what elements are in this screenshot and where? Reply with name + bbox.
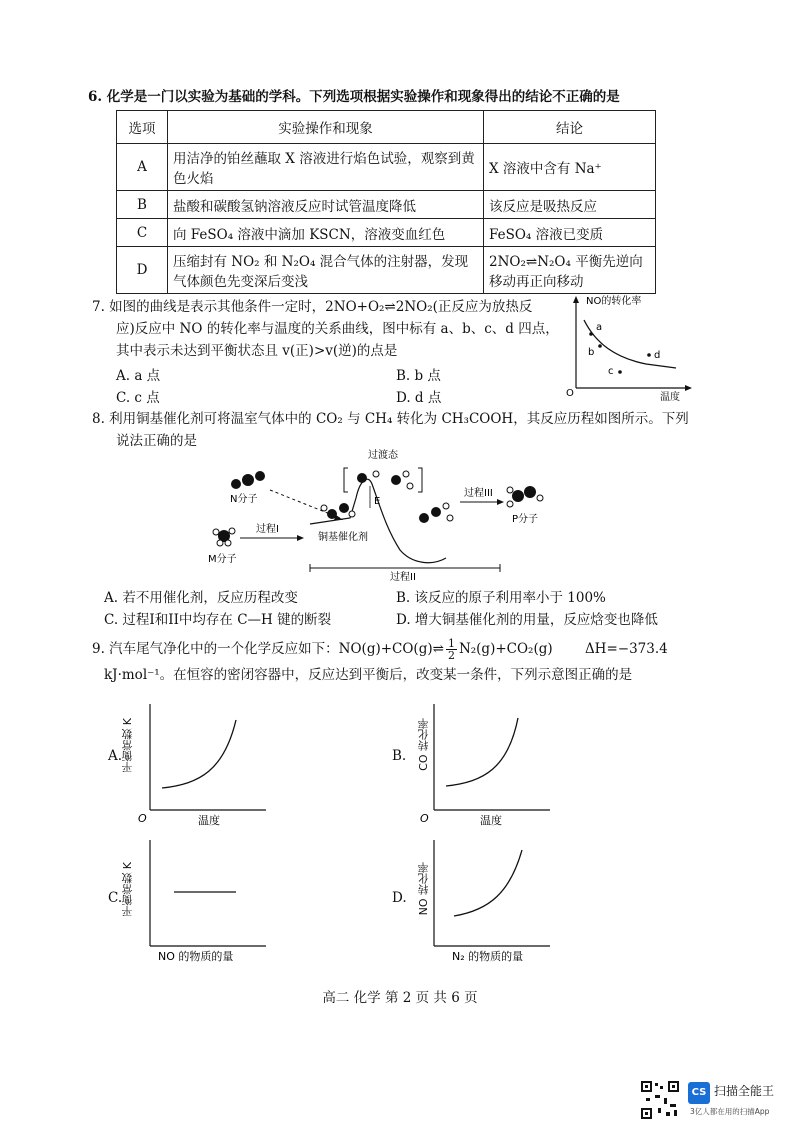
table-cell: 压缩封有 NO₂ 和 N₂O₄ 混合气体的注射器，发现气体颜色先变深后变浅 <box>168 247 484 294</box>
table-cell: 用洁净的铂丝蘸取 X 溶液进行焰色试验，观察到黄色火焰 <box>168 144 484 191</box>
q8-m-molecule: M分子 <box>208 554 237 565</box>
q9-graph-d-label: D. <box>392 890 407 906</box>
q8-catalyst: 铜基催化剂 <box>318 532 368 543</box>
q7-line1: 7. 如图的曲线是表示其他条件一定时，2NO+O₂⇌2NO₂(正反应为放热反 <box>92 299 533 315</box>
table-cell: FeSO₄ 溶液已变质 <box>484 219 656 247</box>
table-cell: C <box>117 219 168 247</box>
q9-line2: kJ·mol⁻¹。在恒容的密闭容器中，反应达到平衡后，改变某一条件，下列示意图正确的是 <box>104 667 633 683</box>
q8-option-c: C. 过程I和II中均存在 C—H 键的断裂 <box>104 612 332 628</box>
watermark-tagline: 3亿人都在用的扫描App <box>690 1107 770 1116</box>
q8-n-molecule: N分子 <box>230 494 258 505</box>
q8-process-2: 过程II <box>390 572 416 583</box>
table-cell: X 溶液中含有 Na⁺ <box>484 144 656 191</box>
table-row <box>117 191 656 219</box>
watermark-name: 扫描全能王 <box>714 1084 775 1098</box>
q9-equation-left: 9. 汽车尾气净化中的一个化学反应如下：NO(g)+CO(g)⇌ <box>92 641 444 657</box>
table-header-row <box>117 111 656 144</box>
q9-graph-a-origin: O <box>138 812 147 825</box>
table-cell: 盐酸和碳酸氢钠溶液反应时试管温度降低 <box>168 191 484 219</box>
q7-graph <box>556 292 706 404</box>
table-cell: 向 FeSO₄ 溶液中滴加 KSCN，溶液变血红色 <box>168 219 484 247</box>
q7-xlabel: 温度 <box>660 392 680 403</box>
q9-graph-c <box>100 836 270 966</box>
q9-graph-a-ylabel: 平衡常数 K <box>121 718 134 773</box>
q9-graph-b-label: B. <box>392 748 407 764</box>
table-cell: 2NO₂⇌N₂O₄ 平衡先逆向移动再正向移动 <box>484 247 656 294</box>
camscanner-logo-icon: CS <box>688 1082 710 1104</box>
q9-graph-b-ylabel: CO 转化率 <box>417 718 430 771</box>
q7-point-c: c <box>608 366 614 377</box>
q7-option-d: D. d 点 <box>396 390 442 406</box>
q7-point-d: d <box>654 350 661 361</box>
q9-graph-b-origin: O <box>420 812 429 825</box>
page-footer: 高二 化学 第 2 页 共 6 页 <box>322 990 478 1006</box>
table-row <box>117 144 656 191</box>
q8-line1: 8. 利用铜基催化剂可将温室气体中的 CO₂ 与 CH₄ 转化为 CH₃COOH，其反应历程如图所示。下列 <box>92 411 689 427</box>
q8-p-molecule: P分子 <box>512 514 539 525</box>
q9-equation-right: N₂(g)+CO₂(g) <box>458 641 553 657</box>
q8-diagram <box>200 446 570 582</box>
table-row <box>117 219 656 247</box>
q8-option-d: D. 增大铜基催化剂的用量，反应焓变也降低 <box>396 612 658 628</box>
q9-line1 <box>92 638 668 661</box>
qr-code-icon <box>640 1080 680 1120</box>
q7-option-b: B. b 点 <box>396 368 441 384</box>
q9-graph-b-xlabel: 温度 <box>480 814 502 827</box>
q9-graph-a-label: A. <box>108 748 123 764</box>
q8-process-1: 过程I <box>256 524 279 535</box>
q7-ylabel: NO的转化率 <box>586 296 642 307</box>
q9-graph-a-xlabel: 温度 <box>198 814 220 827</box>
table-row <box>117 247 656 294</box>
q9-frac-num: 1 <box>447 637 455 650</box>
table-cell: D <box>117 247 168 294</box>
q7-line2: 应)反应中 NO 的转化率与温度的关系曲线，图中标有 a、b、c、d 四点， <box>116 321 559 337</box>
q8-process-3: 过程III <box>464 488 493 499</box>
q8-energy-label: E <box>374 496 381 507</box>
table-cell: B <box>117 191 168 219</box>
q9-graph-d <box>390 836 560 966</box>
q8-transition: 过渡态 <box>368 450 398 461</box>
q9-frac-den: 2 <box>447 649 455 662</box>
q9-graph-c-ylabel: 平衡常数 K <box>121 862 134 917</box>
q9-graph-b <box>390 700 560 830</box>
q9-graph-c-xlabel: NO 的物质的量 <box>158 950 234 963</box>
table-header: 实验操作和现象 <box>168 111 484 144</box>
q7-line3: 其中表示未达到平衡状态且 v(正)>v(逆)的点是 <box>116 343 398 359</box>
table-header: 结论 <box>484 111 656 144</box>
q7-origin: O <box>566 388 574 399</box>
table-cell: 该反应是吸热反应 <box>484 191 656 219</box>
q7-point-a: a <box>596 322 603 333</box>
q7-option-a: A. a 点 <box>116 368 161 384</box>
q9-graph-c-label: C. <box>108 890 123 906</box>
q8-option-b: B. 该反应的原子利用率小于 100% <box>396 590 606 606</box>
q9-graph-a <box>100 700 270 830</box>
table-header: 选项 <box>117 111 168 144</box>
q8-line2: 说法正确的是 <box>116 433 197 449</box>
q7-point-b: b <box>588 347 595 358</box>
q9-graph-d-ylabel: NO 转化率 <box>417 862 430 916</box>
q9-delta-h: ΔH=−373.4 <box>584 641 668 657</box>
q8-option-a: A. 若不用催化剂，反应历程改变 <box>104 590 298 606</box>
q6-stem: 6. 化学是一门以实验为基础的学科。下列选项根据实验操作和现象得出的结论不正确的是 <box>88 89 620 105</box>
q9-fraction <box>446 638 457 661</box>
table-cell: A <box>117 144 168 191</box>
q9-graph-d-xlabel: N₂ 的物质的量 <box>452 950 524 963</box>
q6-table <box>116 110 656 294</box>
q7-option-c: C. c 点 <box>116 390 160 406</box>
